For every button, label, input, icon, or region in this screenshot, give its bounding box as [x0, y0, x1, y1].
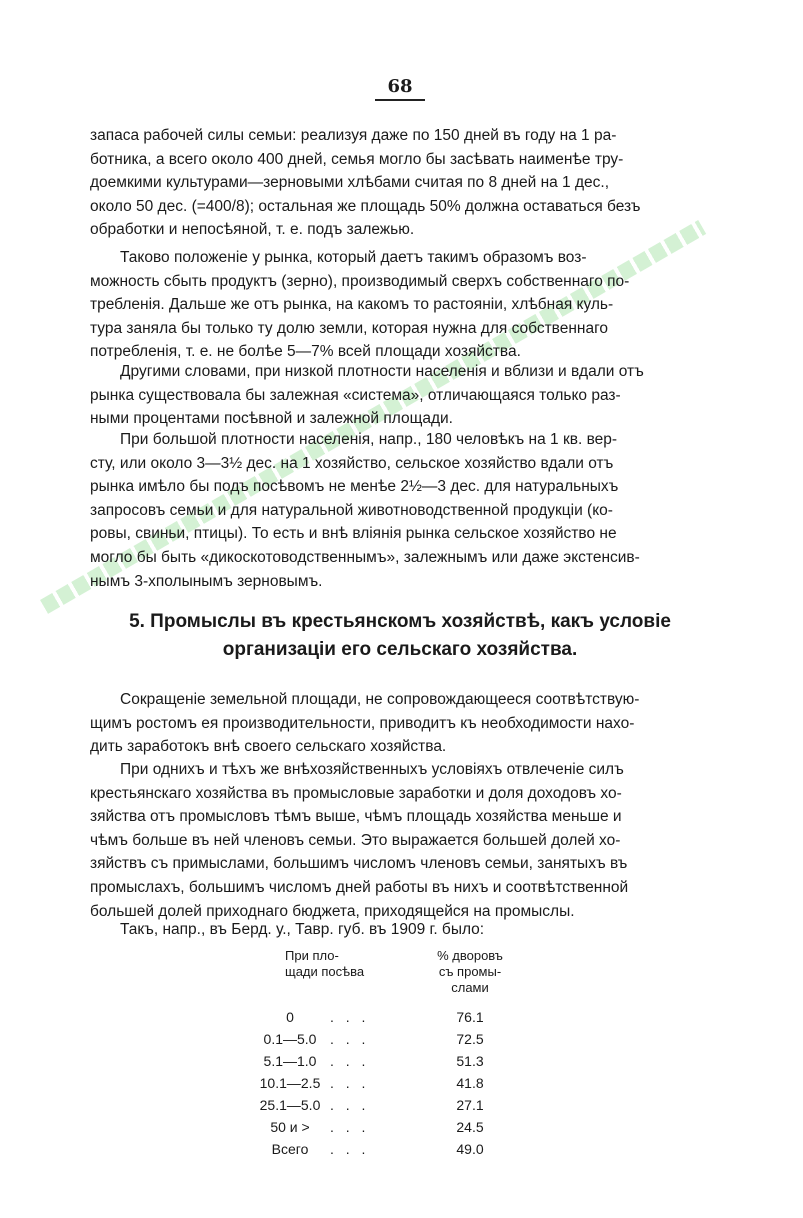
paragraph-4 — [90, 428, 710, 593]
text-line: зяйства отъ промысловъ тѣмъ выше, чѣмъ площадь хозяйства меньше и — [90, 808, 622, 826]
text-line: нымъ 3-хполынымъ зерновымъ. — [90, 572, 323, 590]
text-line: запаса рабочей силы семьи: реализуя даже по 150 дней въ году на 1 ра- — [90, 127, 617, 144]
leader-dots: . . . — [330, 1119, 370, 1135]
leader-dots: . . . — [330, 1009, 370, 1025]
paragraph-7 — [90, 918, 710, 942]
paragraph-1 — [90, 124, 710, 242]
text-line: сту, или около 3—3½ дес. на 1 хозяйство, сельское хозяйство вдали отъ — [90, 454, 614, 472]
text-line: При однихъ и тѣхъ же внѣхозяйственныхъ условіяхъ отвлеченіе силъ — [120, 761, 624, 778]
leader-dots: . . . — [330, 1053, 370, 1069]
text-line: большей долей приходнаго бюджета, приходящейся на промыслы. — [90, 902, 575, 920]
text-line: щимъ ростомъ ея производительности, приводитъ къ необходимости нахо- — [90, 714, 635, 732]
row-area: 25.1—5.0 — [259, 1097, 321, 1113]
row-percent: 76.1 — [456, 1009, 484, 1025]
column-header-percent: % дворовъ съ промы- слами — [437, 948, 503, 995]
text-line: Такъ, напр., въ Берд. у., Тавр. губ. въ 1909 г. было: — [120, 921, 485, 938]
text-line: зяйствъ съ примыслами, большимъ числомъ членовъ семьи, занятыхъ въ — [90, 855, 628, 873]
table-row — [250, 1050, 525, 1072]
text-line: крестьянскаго хозяйства въ промысловые заработки и доля доходовъ хо- — [90, 784, 622, 802]
table-row — [250, 1094, 525, 1116]
row-percent: 24.5 — [456, 1119, 484, 1135]
text-line: могло бы быть «дикоскотоводственнымъ», залежнымъ или даже экстенсив- — [90, 548, 640, 566]
text-line: потребленія, т. е. не болѣе 5—7% всей площади хозяйства. — [90, 343, 521, 361]
text-line: запросовъ семьи и для натуральной животноводственной продукціи (ко- — [90, 501, 613, 519]
row-area: 50 и > — [270, 1119, 310, 1135]
text-line: чѣмъ больше въ ней членовъ семьи. Это выражается большей долей хо- — [90, 831, 621, 849]
text-line: промыслахъ, большимъ числомъ дней работы въ нихъ и соотвѣтственной — [90, 878, 629, 896]
text-line: ными процентами посѣвной и залежной площади. — [90, 410, 453, 428]
row-percent: 51.3 — [456, 1053, 484, 1069]
row-area: 0 — [286, 1009, 294, 1025]
table-row — [250, 1072, 525, 1094]
text-line: обработки и непосѣяной, т. е. подъ залежью. — [90, 221, 415, 239]
table-row — [250, 1116, 525, 1138]
text-line: дить заработокъ внѣ своего сельскаго хозяйства. — [90, 738, 447, 756]
leader-dots: . . . — [330, 1141, 370, 1157]
table-row — [250, 1138, 525, 1160]
row-percent: 27.1 — [456, 1097, 484, 1113]
text-line: около 50 дес. (=400/8); остальная же площадь 50% должна оставаться безъ — [90, 197, 641, 215]
leader-dots: . . . — [330, 1031, 370, 1047]
row-area: 10.1—2.5 — [259, 1075, 321, 1091]
text-line: требленія. Дальше же отъ рынка, на какомъ то растояніи, хлѣбная куль- — [90, 296, 614, 314]
table-row — [250, 1028, 525, 1050]
paragraph-2 — [90, 246, 710, 364]
row-area: Всего — [271, 1141, 309, 1157]
text-line: рынка существовала бы залежная «система», отличающаяся только раз- — [90, 386, 621, 404]
text-line: Таково положеніе у рынка, который даетъ такимъ образомъ воз- — [120, 249, 587, 266]
row-percent: 49.0 — [456, 1141, 484, 1157]
row-area: 0.1—5.0 — [263, 1031, 317, 1047]
leader-dots: . . . — [330, 1097, 370, 1113]
section-heading-line2: организаціи его сельскаго хозяйства. — [222, 639, 578, 660]
leader-dots: . . . — [330, 1075, 370, 1091]
row-percent: 72.5 — [456, 1031, 484, 1047]
paragraph-6 — [90, 758, 710, 923]
row-percent: 41.8 — [456, 1075, 484, 1091]
page-number: 68 — [375, 76, 425, 101]
paragraph-5 — [90, 688, 710, 759]
text-line: тура заняла бы только ту долю земли, которая нужна для собственнаго — [90, 319, 609, 337]
table-header-row — [250, 948, 525, 1006]
text-line: При большой плотности населенія, напр., 180 человѣкъ на 1 кв. вер- — [120, 431, 618, 448]
column-header-area: При пло- щади посѣва — [285, 948, 365, 979]
text-line: ровы, свиньи, птицы). То есть и внѣ вліянія рынка сельское хозяйство не — [90, 525, 617, 543]
section-heading — [90, 608, 710, 664]
text-line: Другими словами, при низкой плотности населенія и вблизи и вдали отъ — [120, 363, 644, 380]
table-row — [250, 1006, 525, 1028]
data-table — [250, 948, 525, 1160]
section-heading-line1: 5. Промыслы въ крестьянскомъ хозяйствѣ, какъ условіе — [129, 611, 671, 632]
paragraph-3 — [90, 360, 710, 431]
text-line: доемкими культурами—зерновыми хлѣбами считая по 8 дней на 1 дес., — [90, 174, 610, 192]
text-line: можность сбыть продуктъ (зерно), производимый сверхъ собственнаго по- — [90, 272, 630, 290]
row-area: 5.1—1.0 — [263, 1053, 317, 1069]
text-line: рынка имѣло бы подъ посѣвомъ не менѣе 2½—3 дес. для натуральныхъ — [90, 478, 619, 496]
text-line: ботника, а всего около 400 дней, семья могло бы засѣвать наименѣе тру- — [90, 150, 624, 168]
text-line: Сокращеніе земельной площади, не сопровождающееся соотвѣтствую- — [120, 691, 640, 708]
